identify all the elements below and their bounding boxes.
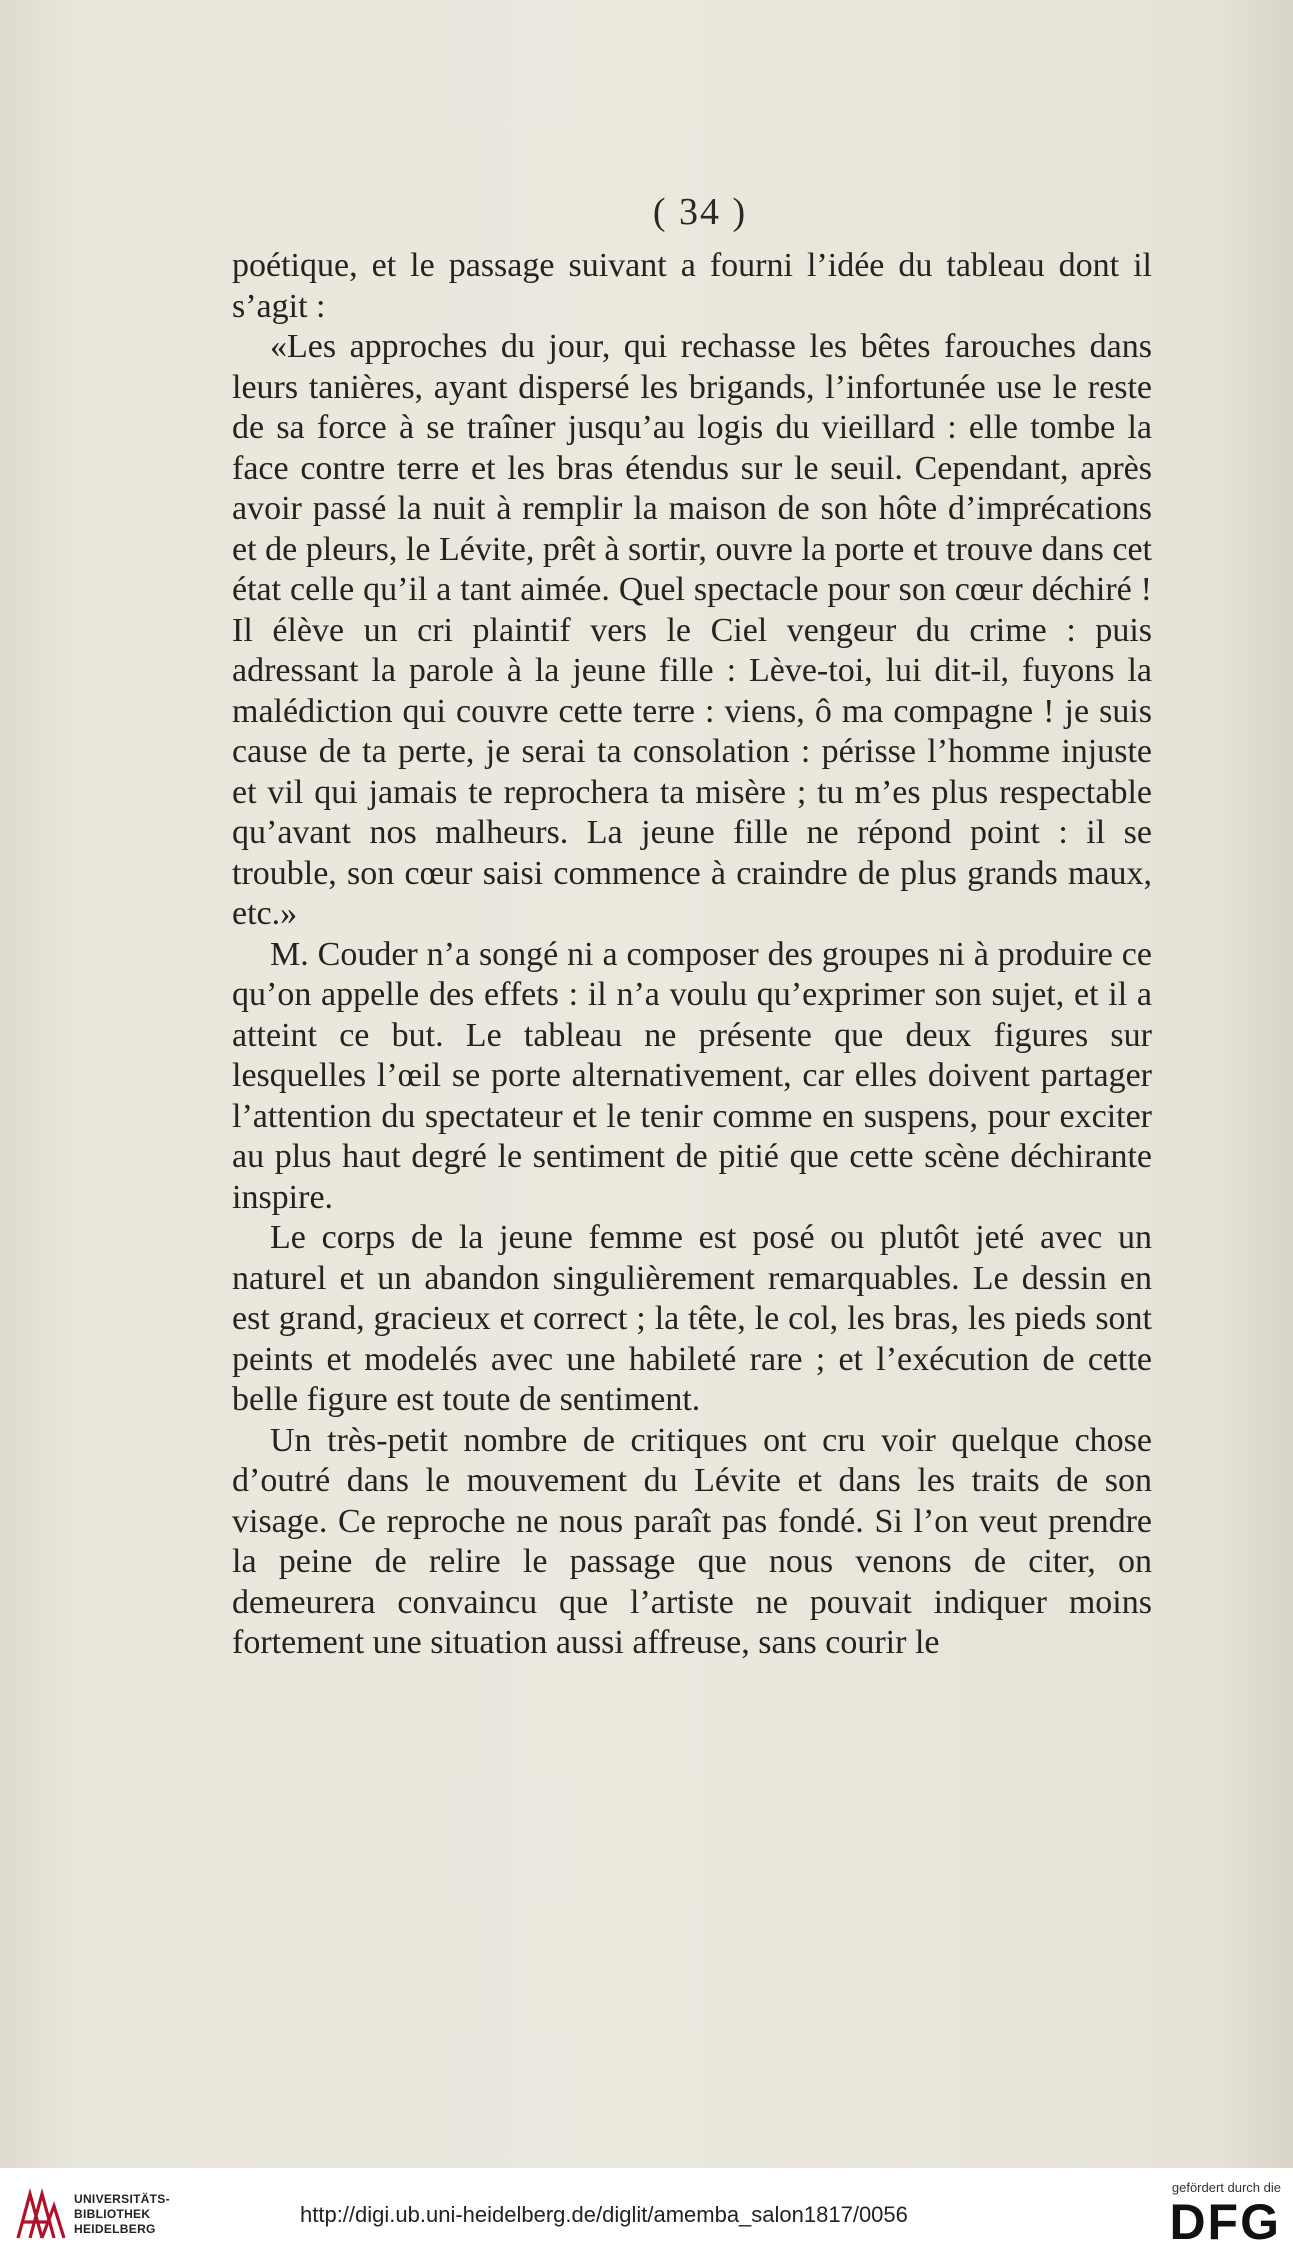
permalink-url[interactable]: http://digi.ub.uni-heidelberg.de/diglit/amemba_salon1817/0056 [300,2202,908,2227]
library-name-line-1: UNIVERSITÄTS- [74,2192,170,2206]
paragraph-3: M. Couder n’a songé ni a composer des groupes ni à produire ce qu’on appelle des effets : il n’a voulu qu’exprimer son sujet, et il a atteint ce but. Le tableau ne présente que deux figures sur lesquelles l’œil se porte alternativement, car elles doivent partager l’attention du spectateur et le tenir comme en suspens, pour exciter au plus haut degré le sentiment de pitié que cette scène déchirante inspire. [232,935,1152,1216]
paragraph-2-quotation: «Les approches du jour, qui rechasse les bêtes farouches dans leurs tanières, ayant dispersé les brigands, l’infortunée use le reste de sa force à se traîner jusqu’au logis du vieillard : elle tombe la face contre terre et les bras étendus sur le seuil. Cependant, après avoir passé la nuit à remplir la maison de son hôte d’imprécations et de pleurs, le Lévite, prêt à sortir, ouvre la porte et trouve dans cet état celle qu’il a tant aimée. Quel spectacle pour son cœur déchiré ! Il élève un cri plaintif vers le Ciel vengeur du crime : puis adressant la parole à la jeune fille : Lève-toi, lui dit-il, fuyons la malédiction qui couvre cette terre : viens, ô ma compagne ! je suis cause de ta perte, je serai ta consolation : périsse l’homme injuste et vil qui jamais te reprochera ta misère ; tu m’es plus respectable qu’avant nos malheurs. La jeune fille ne répond point : il se trouble, son cœur saisi commence à craindre de plus grands maux, etc.» [232,328,1152,932]
paragraph-1: poétique, et le passage suivant a fourni l’idée du tableau dont il s’agit : [232,247,1152,325]
paragraph-4: Le corps de la jeune femme est posé ou plutôt jeté avec un naturel et un abandon singulièrement remarquables. Le dessin en est grand, gracieux et correct ; la tête, le col, les bras, les pieds sont peints et modelés avec une habileté rare ; et l’exécution de cette belle figure est toute de sentiment. [232,1219,1152,1418]
library-name [74,2192,170,2237]
funding-label: gefördert durch die [1171,2180,1281,2195]
viewer-footer [0,2168,1293,2264]
library-emblem-icon [12,2186,68,2244]
library-name-line-2: BIBLIOTHEK [74,2207,151,2221]
paragraph-5: Un très-petit nombre de critiques ont cru voir quelque chose d’outré dans le mouvement du Lévite et dans les traits de son visage. Ce reproche ne nous paraît pas fondé. Si l’on veut prendre la peine de relire le passage que nous venons de citer, on demeurera convaincu que l’artiste ne pouvait indiquer moins fortement une situation aussi affreuse, sans courir le [232,1421,1152,1661]
body-text [232,246,1152,1664]
library-name-line-3: HEIDELBERG [74,2222,156,2236]
dfg-funding[interactable] [1141,2180,1281,2249]
page-number: ( 34 ) [652,191,748,233]
dfg-logo: DFG [1169,2194,1281,2250]
library-logo[interactable] [12,2182,182,2248]
